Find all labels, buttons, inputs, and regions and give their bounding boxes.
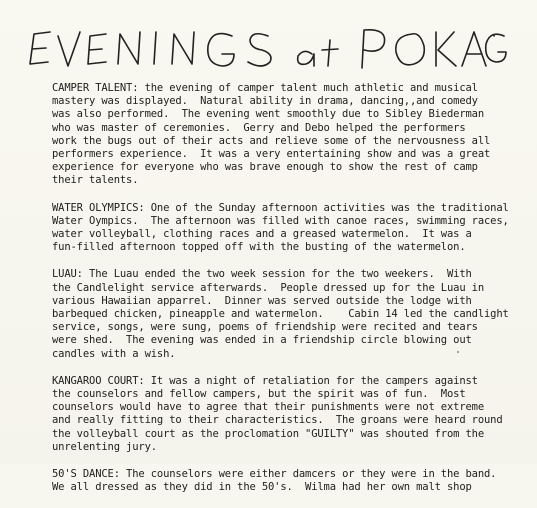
section-line: who was master of ceremonies. Gerry and Debo helped the performers (52, 121, 466, 134)
section-line: One of the Sunday afternoon activities was the traditional (144, 201, 509, 214)
section-line: mastery was displayed. Natural ability in drama, dancing,,and comedy (52, 95, 478, 108)
section-line: various Hawaiian apparrel. Dinner was served outside the lodge with (52, 294, 472, 307)
section-water-olympics (52, 202, 530, 255)
handwritten-title-drawing (22, 14, 522, 84)
section-line: service, songs, were sung, poems of friendship were recited and tears (52, 321, 478, 334)
section-line: the counselors and fellow campers, but the spirit was of fun. Most (52, 388, 466, 401)
section-line: unrelenting jury. (52, 440, 157, 453)
section-line: experience for everyone who was brave enough to show the rest of camp (52, 161, 478, 174)
section-heading: KANGAROO COURT: (52, 374, 145, 387)
section-line: work the bugs out of their acts and relieve some of the nervousness all (52, 134, 491, 147)
section-camper-talent (52, 82, 530, 188)
section-luau (52, 268, 530, 360)
section-heading: CAMPER TALENT: (52, 82, 139, 94)
section-fifties-dance (52, 468, 530, 494)
section-line: counselors would have to agree that their punishments were not extreme (52, 401, 485, 414)
section-line: It was a night of retaliation for the campers against (144, 374, 478, 387)
handwritten-title (22, 14, 522, 84)
section-kangaroo-court (52, 375, 530, 454)
section-line: the evening of camper talent much athletic and musical (138, 82, 478, 94)
section-line: the Candlelight service afterwards. People dressed up for the Luau in (52, 281, 485, 294)
document-body (52, 82, 530, 508)
section-line: the volleyball court as the proclomation "GUILTY" was shouted from the (52, 427, 485, 440)
section-heading: 50'S DANCE: (52, 468, 120, 481)
section-heading: WATER OLYMPICS: (52, 201, 145, 214)
paper-speck (457, 351, 459, 353)
section-heading: LUAU: (52, 268, 83, 281)
section-line: water volleyball, clothing races and a greased watermelon. It was a (52, 228, 472, 241)
section-line: was also performed. The evening went smoothly due to Sibley Biederman (52, 108, 485, 121)
section-line: and really fitting to their characteristics. The groans were heard round (52, 414, 503, 427)
section-line: Water Oympics. The afternoon was filled with canoe races, swimming races, (52, 214, 509, 227)
section-line: The counselors were either damcers or they were in the band. (119, 468, 497, 481)
section-line: performers experience. It was a very entertaining show and was a great (52, 148, 491, 161)
section-line: We all dressed as they did in the 50's. Wilma had her own malt shop (52, 481, 472, 494)
section-line: barbequed chicken, pineapple and watermelon. Cabin 14 led the candlight (52, 308, 509, 321)
section-line: fun-filled afternoon topped off with the busting of the watermelon. (52, 241, 466, 254)
section-line: were shed. The evening was ended in a friendship circle blowing out (52, 334, 472, 347)
section-line: their talents. (52, 174, 139, 187)
section-line: The Luau ended the two week session for the two weekers. With (82, 268, 472, 281)
section-line: candles with a wish. (52, 347, 176, 360)
